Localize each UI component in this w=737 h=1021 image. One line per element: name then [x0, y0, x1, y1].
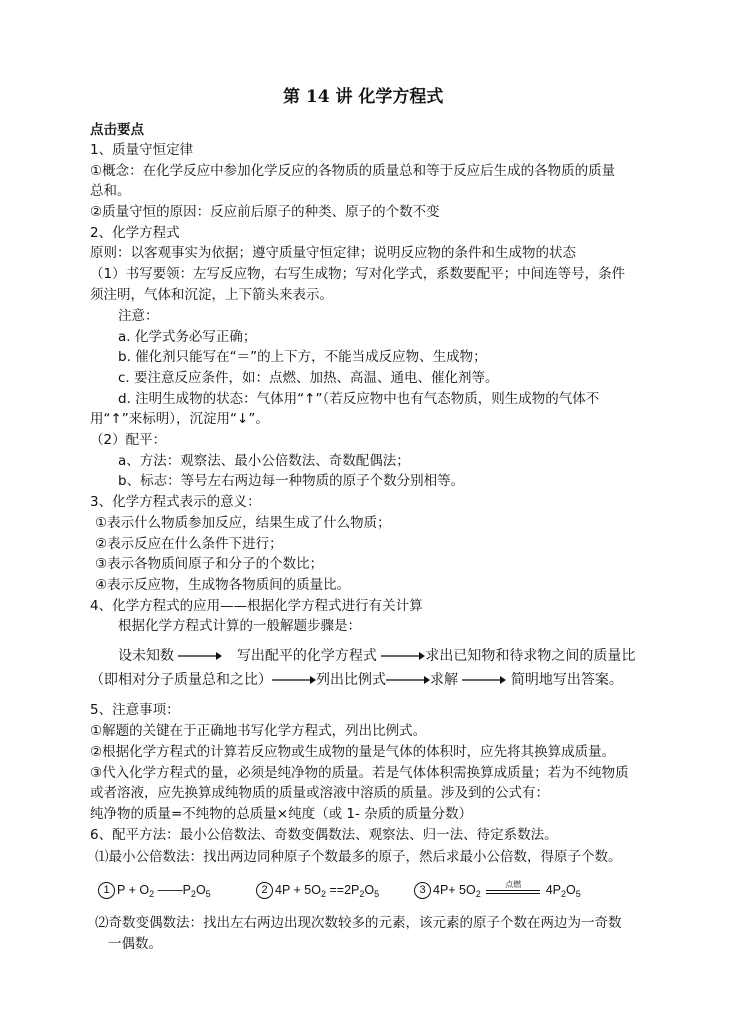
text-line: ⑵奇数变偶数法：找出左右两边出现次数较多的元素，该元素的原子个数在两边为一奇数	[95, 915, 622, 931]
equation-1: 1 $P + O_2$ $——P_2O_5$	[98, 881, 211, 900]
right-arrow-icon	[386, 675, 430, 685]
text-line: 一偶数。	[108, 936, 162, 952]
flow-step: 求出已知物和待求物之间的质量比	[425, 648, 636, 664]
right-arrow-icon	[462, 675, 506, 685]
text-line: ②质量守恒的原因：反应前后原子的种类、原子的个数不变	[90, 204, 440, 220]
right-arrow-icon	[272, 675, 316, 685]
text-line: b. 催化剂只能写在“＝”的上下方，不能当成反应物、生成物；	[118, 349, 487, 365]
text-line: a、方法：观察法、最小公倍数法、奇数配偶法；	[118, 453, 410, 469]
text-line: ③代入化学方程式的量，必须是纯净物的质量。若是气体体积需换算成质量；若为不纯物质	[90, 765, 629, 781]
page-title: 第 14 讲 化学方程式	[283, 87, 444, 107]
text-line: a. 化学式务必写正确；	[118, 329, 257, 345]
text-line: 须注明，气体和沉淀，上下箭头来表示。	[90, 287, 333, 303]
flow-step: 简明地写出答案。	[510, 672, 623, 688]
text-line: （1）书写要领：左写反应物，右写生成物；写对化学式，系数要配平；中间连等号，条件	[90, 266, 626, 282]
text-line: 5、注意事项：	[90, 702, 180, 718]
text-line: 3、化学方程式表示的意义：	[90, 494, 261, 510]
right-arrow-icon	[178, 651, 222, 661]
calc-steps-row-1	[118, 646, 635, 666]
text-line: 2、化学方程式	[90, 225, 180, 241]
right-arrow-icon	[381, 651, 425, 661]
reaction-condition-sign: 点燃	[484, 881, 542, 900]
text-line: 6、配平方法：最小公倍数法、奇数变偶数法、观察法、归一法、待定系数法。	[90, 827, 558, 843]
text-line: ④表示反应物，生成物各物质间的质量比。	[95, 577, 351, 593]
text-line: ②表示反应在什么条件下进行；	[95, 536, 283, 552]
text-line: ③表示各物质间原子和分子的个数比；	[95, 556, 324, 572]
text-line: 注意：	[118, 308, 159, 324]
equation-2: 2 $4P + 5O_2 ==2P_2O_5$	[256, 881, 379, 900]
text-line: 原则：以客观事实为依据；遵守质量守恒定律；说明反应物的条件和生成物的状态	[90, 245, 576, 261]
text-line: 或者溶液，应先换算成纯物质的质量或溶液中溶质的质量。涉及到的公式有：	[90, 785, 549, 801]
circled-number: 1	[98, 882, 115, 899]
section-heading: 点击要点	[90, 122, 144, 138]
flow-step: （即相对分子质量总和之比）	[90, 672, 272, 688]
text-line: ①表示什么物质参加反应，结果生成了什么物质；	[95, 515, 391, 531]
text-line: 1、质量守恒定律	[90, 142, 194, 158]
text-line: 4、化学方程式的应用——根据化学方程式进行有关计算	[90, 598, 423, 614]
text-line: b、标志：等号左右两边每一种物质的原子个数分别相等。	[118, 473, 465, 489]
text-line: ⑴最小公倍数法：找出两边同种原子个数最多的原子，然后求最小公倍数，得原子个数。	[95, 849, 622, 865]
text-line: 纯净物的质量=不纯物的总质量×纯度（或 1- 杂质的质量分数）	[90, 806, 473, 822]
flow-step: 设未知数	[118, 648, 174, 664]
text-line: （2）配平：	[90, 432, 167, 448]
calc-steps-row-2	[90, 670, 623, 690]
text-line: c. 要注意反应条件，如：点燃、加热、高温、通电、催化剂等。	[118, 370, 499, 386]
text-line: ①概念：在化学反应中参加化学反应的各物质的质量总和等于反应后生成的各物质的质量	[90, 163, 616, 179]
text-line: 根据化学方程式计算的一般解题步骤是：	[118, 618, 361, 634]
text-line: 用“↑”来标明），沉淀用“↓”。	[90, 411, 269, 427]
flow-step: 列出比例式	[316, 672, 386, 688]
circled-number: 3	[414, 882, 431, 899]
equation-3: 3 $4P+ 5O_2$ 点燃 $4P_2O_5$	[414, 881, 581, 900]
text-line: 总和。	[90, 183, 131, 199]
circled-number: 2	[256, 882, 273, 899]
flow-step: 求解	[430, 672, 458, 688]
flow-step: 写出配平的化学方程式	[236, 648, 377, 664]
text-line: d. 注明生成物的状态：气体用“↑”（若反应物中也有气态物质，则生成物的气体不	[118, 391, 600, 407]
text-line: ①解题的关键在于正确地书写化学方程式，列出比例式。	[90, 723, 427, 739]
text-line: ②根据化学方程式的计算若反应物或生成物的量是气体的体积时，应先将其换算成质量。	[90, 744, 616, 760]
